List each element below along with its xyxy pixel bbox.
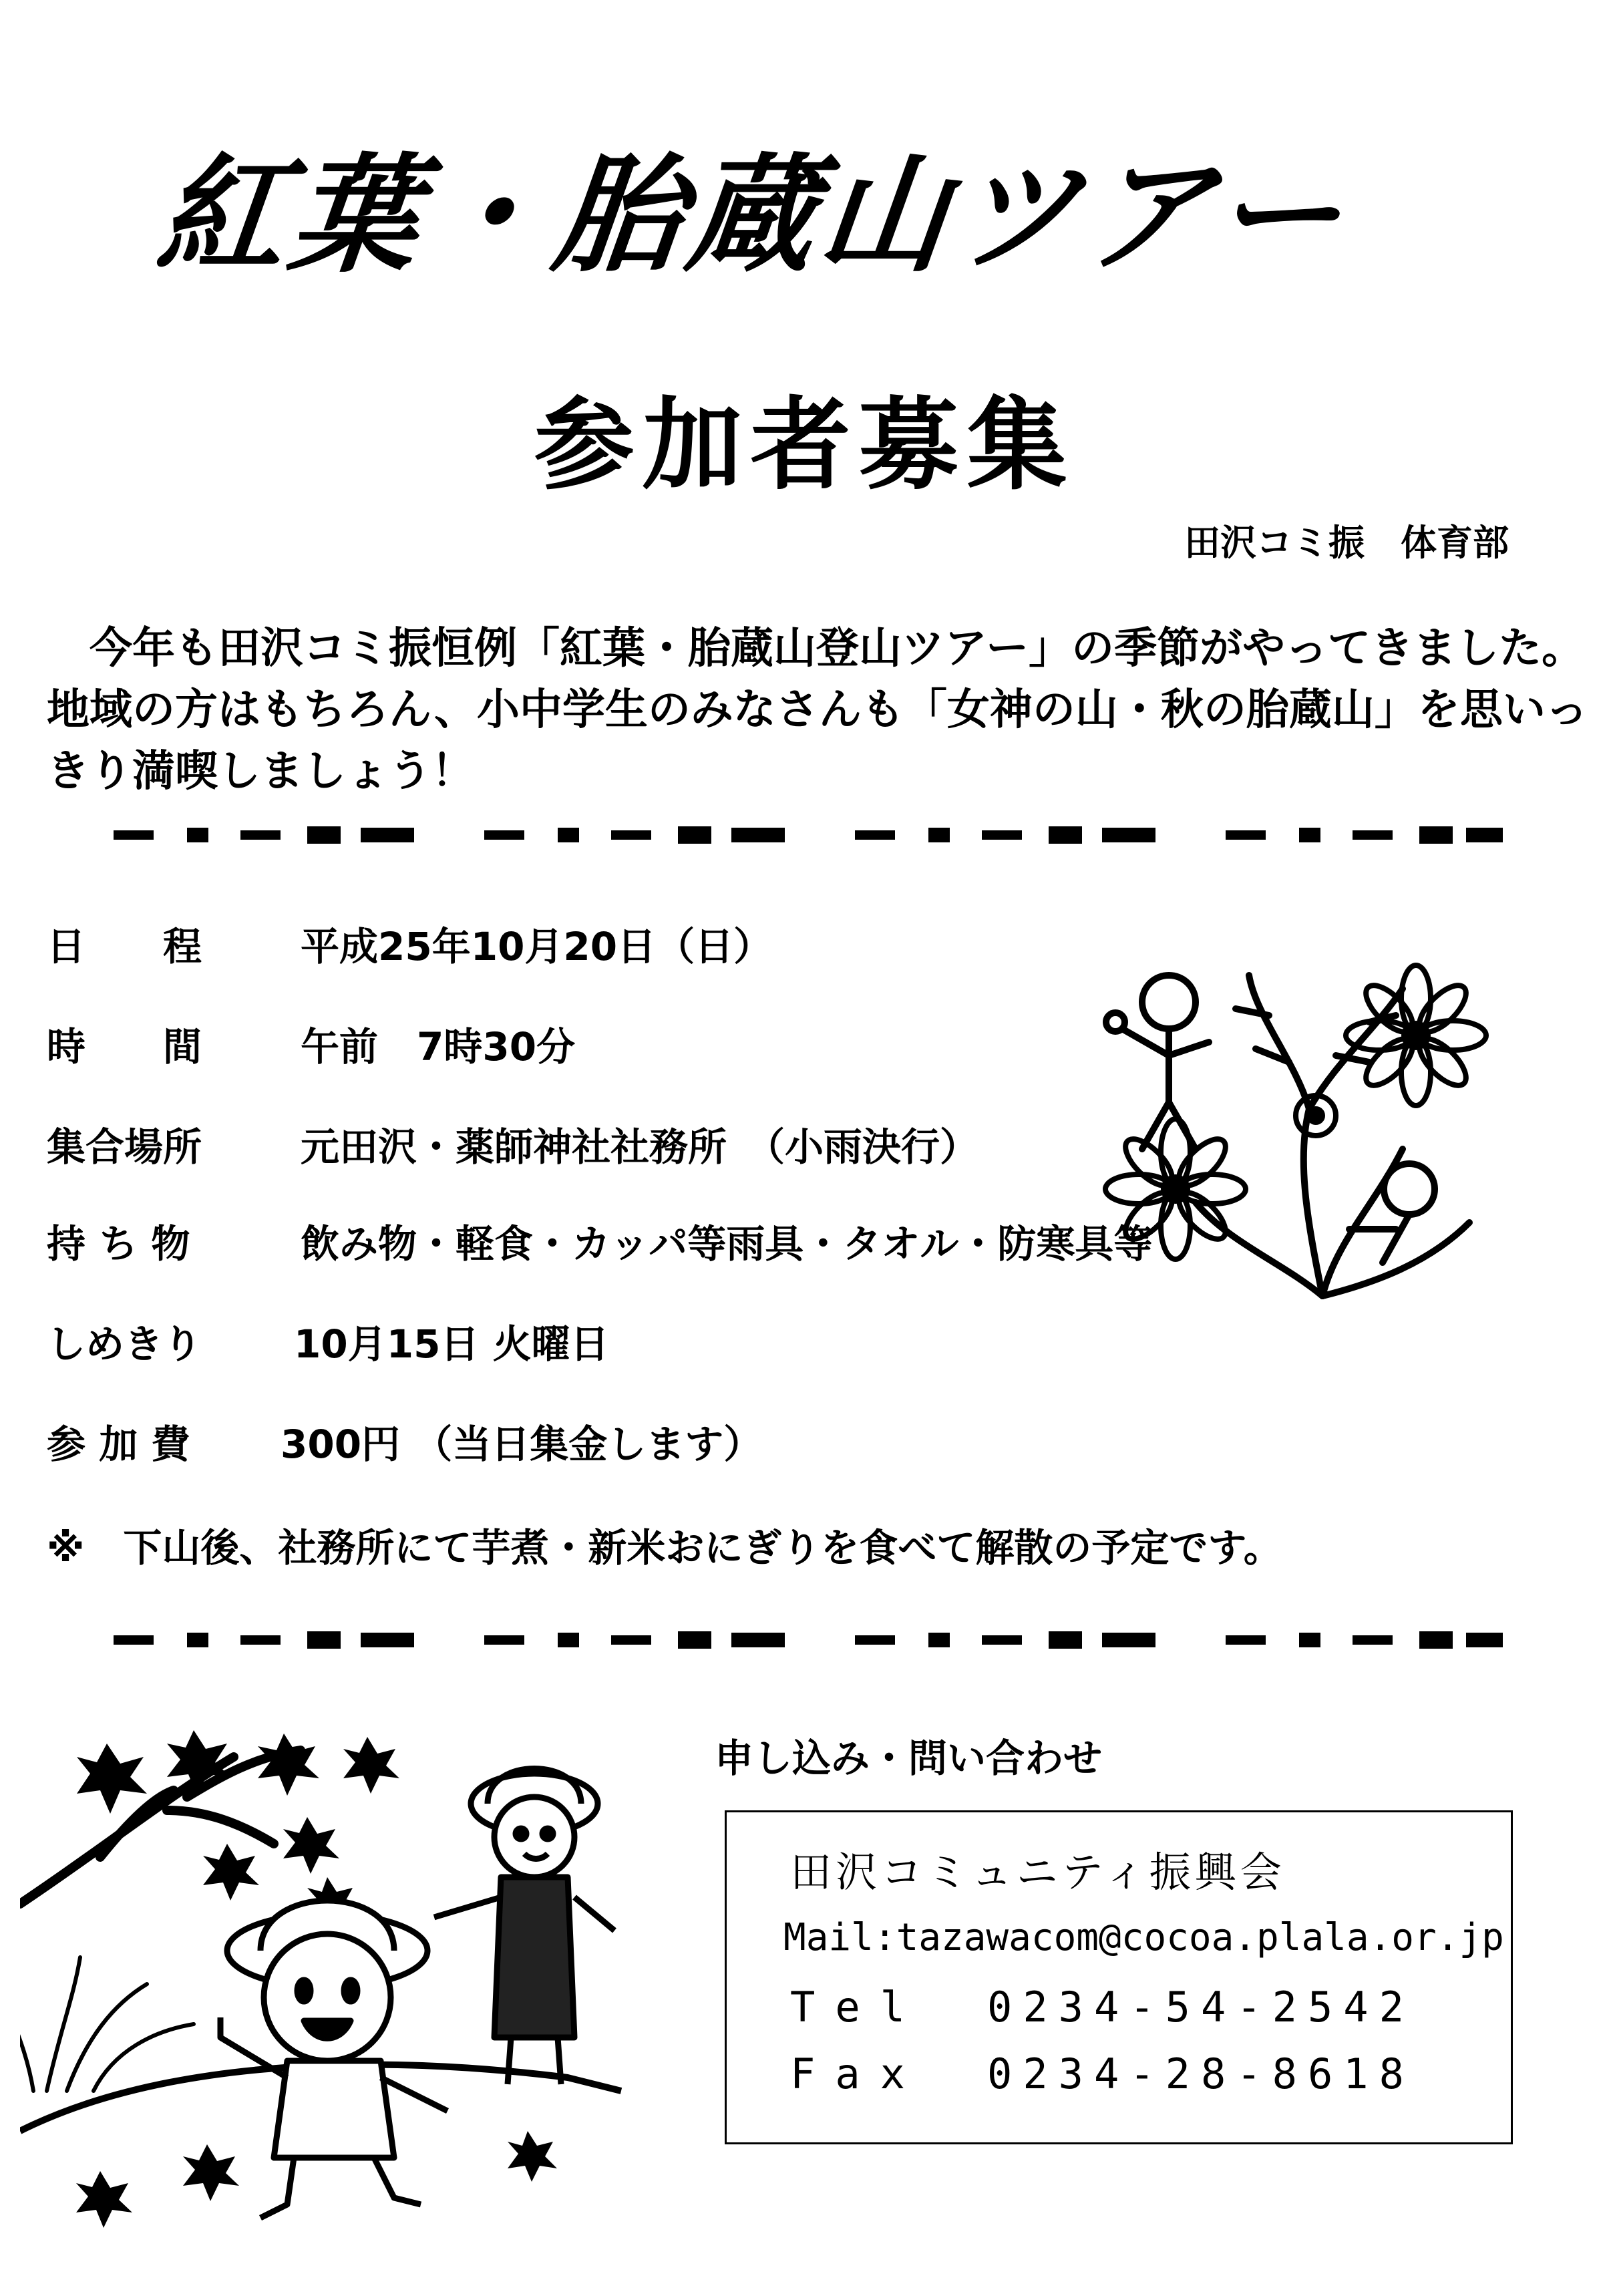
hikers-illustration	[20, 1717, 688, 2245]
divider-top	[114, 825, 1503, 845]
deadline-label: しめきり	[47, 1321, 202, 1367]
contact-heading: 申し込み・問い合わせ	[715, 1736, 1103, 1781]
page-subtitle: 参加者募集	[534, 387, 1075, 504]
fee-label: 参 加 費	[47, 1422, 190, 1467]
time-label: 時 間	[47, 1024, 202, 1070]
tel-label: Tel	[790, 1983, 925, 2031]
schedule-label: 日 程	[47, 924, 202, 969]
meeting-place-label: 集合場所	[47, 1124, 202, 1170]
fee-value: 300円 （当日集金します）	[281, 1422, 763, 1467]
intro-paragraph	[47, 618, 1588, 802]
contact-mail[interactable]: Mail:tazawacom@cocoa.plala.or.jp	[783, 1916, 1504, 1959]
intro-line: 今年も田沢コミ振恒例「紅葉・胎蔵山登山ツアー」の季節がやってきました。	[47, 624, 1585, 673]
organizer: 田沢コミ振 体育部	[1184, 522, 1509, 564]
time-value: 午前 7時30分	[301, 1024, 576, 1070]
items-label: 持 ち 物	[47, 1221, 190, 1267]
fax-label: Fax	[790, 2049, 925, 2098]
fax-number: 0234-28-8618	[987, 2049, 1415, 2098]
deadline-value: 10月15日 火曜日	[294, 1321, 609, 1367]
contact-box	[725, 1810, 1513, 2144]
contact-org: 田沢コミュニティ振興会	[790, 1848, 1286, 1897]
tel-number[interactable]: 0234-54-2542	[987, 1983, 1415, 2031]
schedule-value: 平成25年10月20日（日）	[301, 924, 773, 969]
intro-line: きり満喫しましょう！	[47, 747, 474, 796]
meeting-place-value: 元田沢・薬師神社社務所 （小雨決行）	[301, 1124, 979, 1170]
page-title: 紅葉・胎蔵山ツアー	[151, 142, 1354, 289]
flower-illustration	[1095, 949, 1516, 1323]
divider-bottom	[114, 1630, 1503, 1650]
intro-line: 地域の方はもちろん、小中学生のみなさんも「女神の山・秋の胎蔵山」を思いっ	[47, 685, 1588, 735]
items-value: 飲み物・軽食・カッパ等雨具・タオル・防寒具等	[301, 1221, 1153, 1267]
note-text: ※ 下山後、社務所にて芋煮・新米おにぎりを食べて解散の予定です。	[47, 1525, 1282, 1571]
